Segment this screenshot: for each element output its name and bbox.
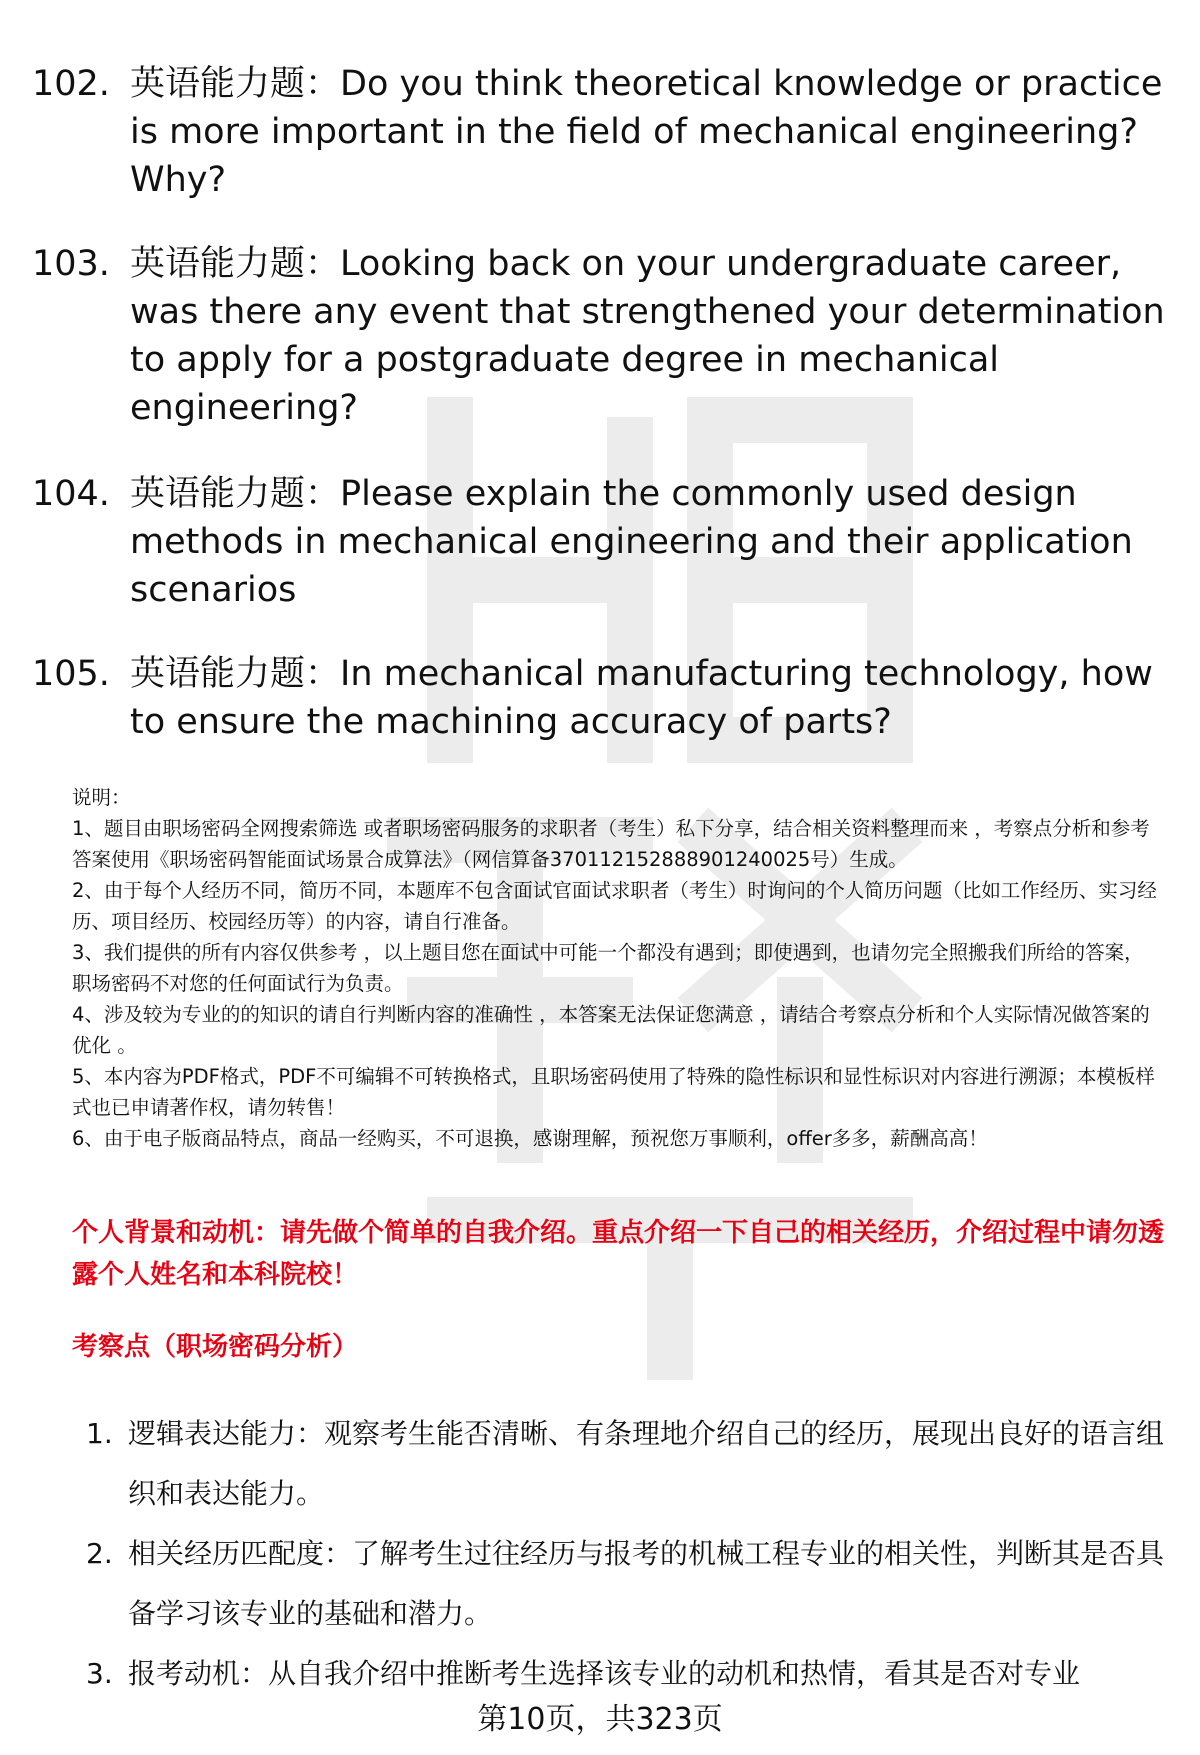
question-text: 英语能力题：Do you think theoretical knowledge or practice is more important in the field of mechanical engineering? Why? bbox=[130, 64, 1163, 200]
list-item-number: 1. bbox=[86, 1417, 113, 1450]
note-item: 2、由于每个人经历不同，简历不同，本题库不包含面试官面试求职者（考生）时询问的个人简历问题（比如工作经历、实习经历、项目经历、校园经历等）的内容，请自行准备。 bbox=[72, 879, 1157, 933]
list-item-text: 相关经历匹配度：了解考生过往经历与报考的机械工程专业的相关性，判断其是否具备学习该专业的基础和潜力。 bbox=[128, 1537, 1165, 1630]
list-item-number: 2. bbox=[86, 1537, 113, 1570]
question-104 bbox=[32, 470, 1182, 620]
list-item bbox=[72, 1524, 1172, 1644]
question-105 bbox=[32, 650, 1182, 750]
notes-title: 说明： bbox=[72, 786, 131, 809]
question-text: 英语能力题：Please explain the commonly used design methods in mechanical engineering and their application scenarios bbox=[130, 474, 1133, 610]
list-item-text: 报考动机：从自我介绍中推断考生选择该专业的动机和热情，看其是否对专业 bbox=[128, 1657, 1081, 1690]
notes-section bbox=[72, 782, 1162, 1154]
list-item-text: 逻辑表达能力：观察考生能否清晰、有条理地介绍自己的经历，展现出良好的语言组织和表达能力。 bbox=[128, 1417, 1165, 1510]
intro-question-heading: 个人背景和动机：请先做个简单的自我介绍。重点介绍一下自己的相关经历，介绍过程中请勿透露个人姓名和本科院校！ bbox=[72, 1218, 1165, 1290]
question-number: 103. bbox=[32, 244, 110, 284]
list-item bbox=[72, 1404, 1172, 1524]
analysis-points-title: 考察点（职场密码分析） bbox=[72, 1332, 359, 1362]
note-item: 4、涉及较为专业的的知识的请自行判断内容的准确性 ，本答案无法保证您满意 ，请结合考察点分析和个人实际情况做答案的优化 。 bbox=[72, 1003, 1150, 1057]
note-item: 6、由于电子版商品特点，商品一经购买，不可退换，感谢理解，预祝您万事顺利，offer多多，薪酬高高！ bbox=[72, 1127, 988, 1150]
list-item-number: 3. bbox=[86, 1657, 113, 1690]
page-footer: 第10页，共323页 bbox=[477, 1702, 723, 1737]
note-item: 1、题目由职场密码全网搜索筛选 或者职场密码服务的求职者（考生）私下分享，结合相关资料整理而来 ，考察点分析和参考答案使用《职场密码智能面试场景合成算法》（网信算备370112152888901240025号）生成。 bbox=[72, 817, 1150, 871]
analysis-points-list bbox=[72, 1404, 1172, 1704]
question-text: 英语能力题：Looking back on your undergraduate career, was there any event that strengthened your determination to apply for a postgraduate degree in mechanical engineering? bbox=[130, 244, 1165, 428]
question-number: 104. bbox=[32, 474, 110, 514]
question-103 bbox=[32, 240, 1182, 440]
list-item bbox=[72, 1644, 1172, 1704]
note-item: 5、本内容为PDF格式，PDF不可编辑不可转换格式，且职场密码使用了特殊的隐性标识和显性标识对内容进行溯源；本模板样式也已申请著作权，请勿转售！ bbox=[72, 1065, 1155, 1119]
note-item: 3、我们提供的所有内容仅供参考 ，以上题目您在面试中可能一个都没有遇到；即使遇到，也请勿完全照搬我们所给的答案，职场密码不对您的任何面试行为负责。 bbox=[72, 941, 1144, 995]
question-text: 英语能力题：In mechanical manufacturing technology, how to ensure the machining accuracy of parts? bbox=[130, 654, 1153, 742]
question-102 bbox=[32, 60, 1182, 210]
question-number: 102. bbox=[32, 64, 110, 104]
question-number: 105. bbox=[32, 654, 110, 694]
